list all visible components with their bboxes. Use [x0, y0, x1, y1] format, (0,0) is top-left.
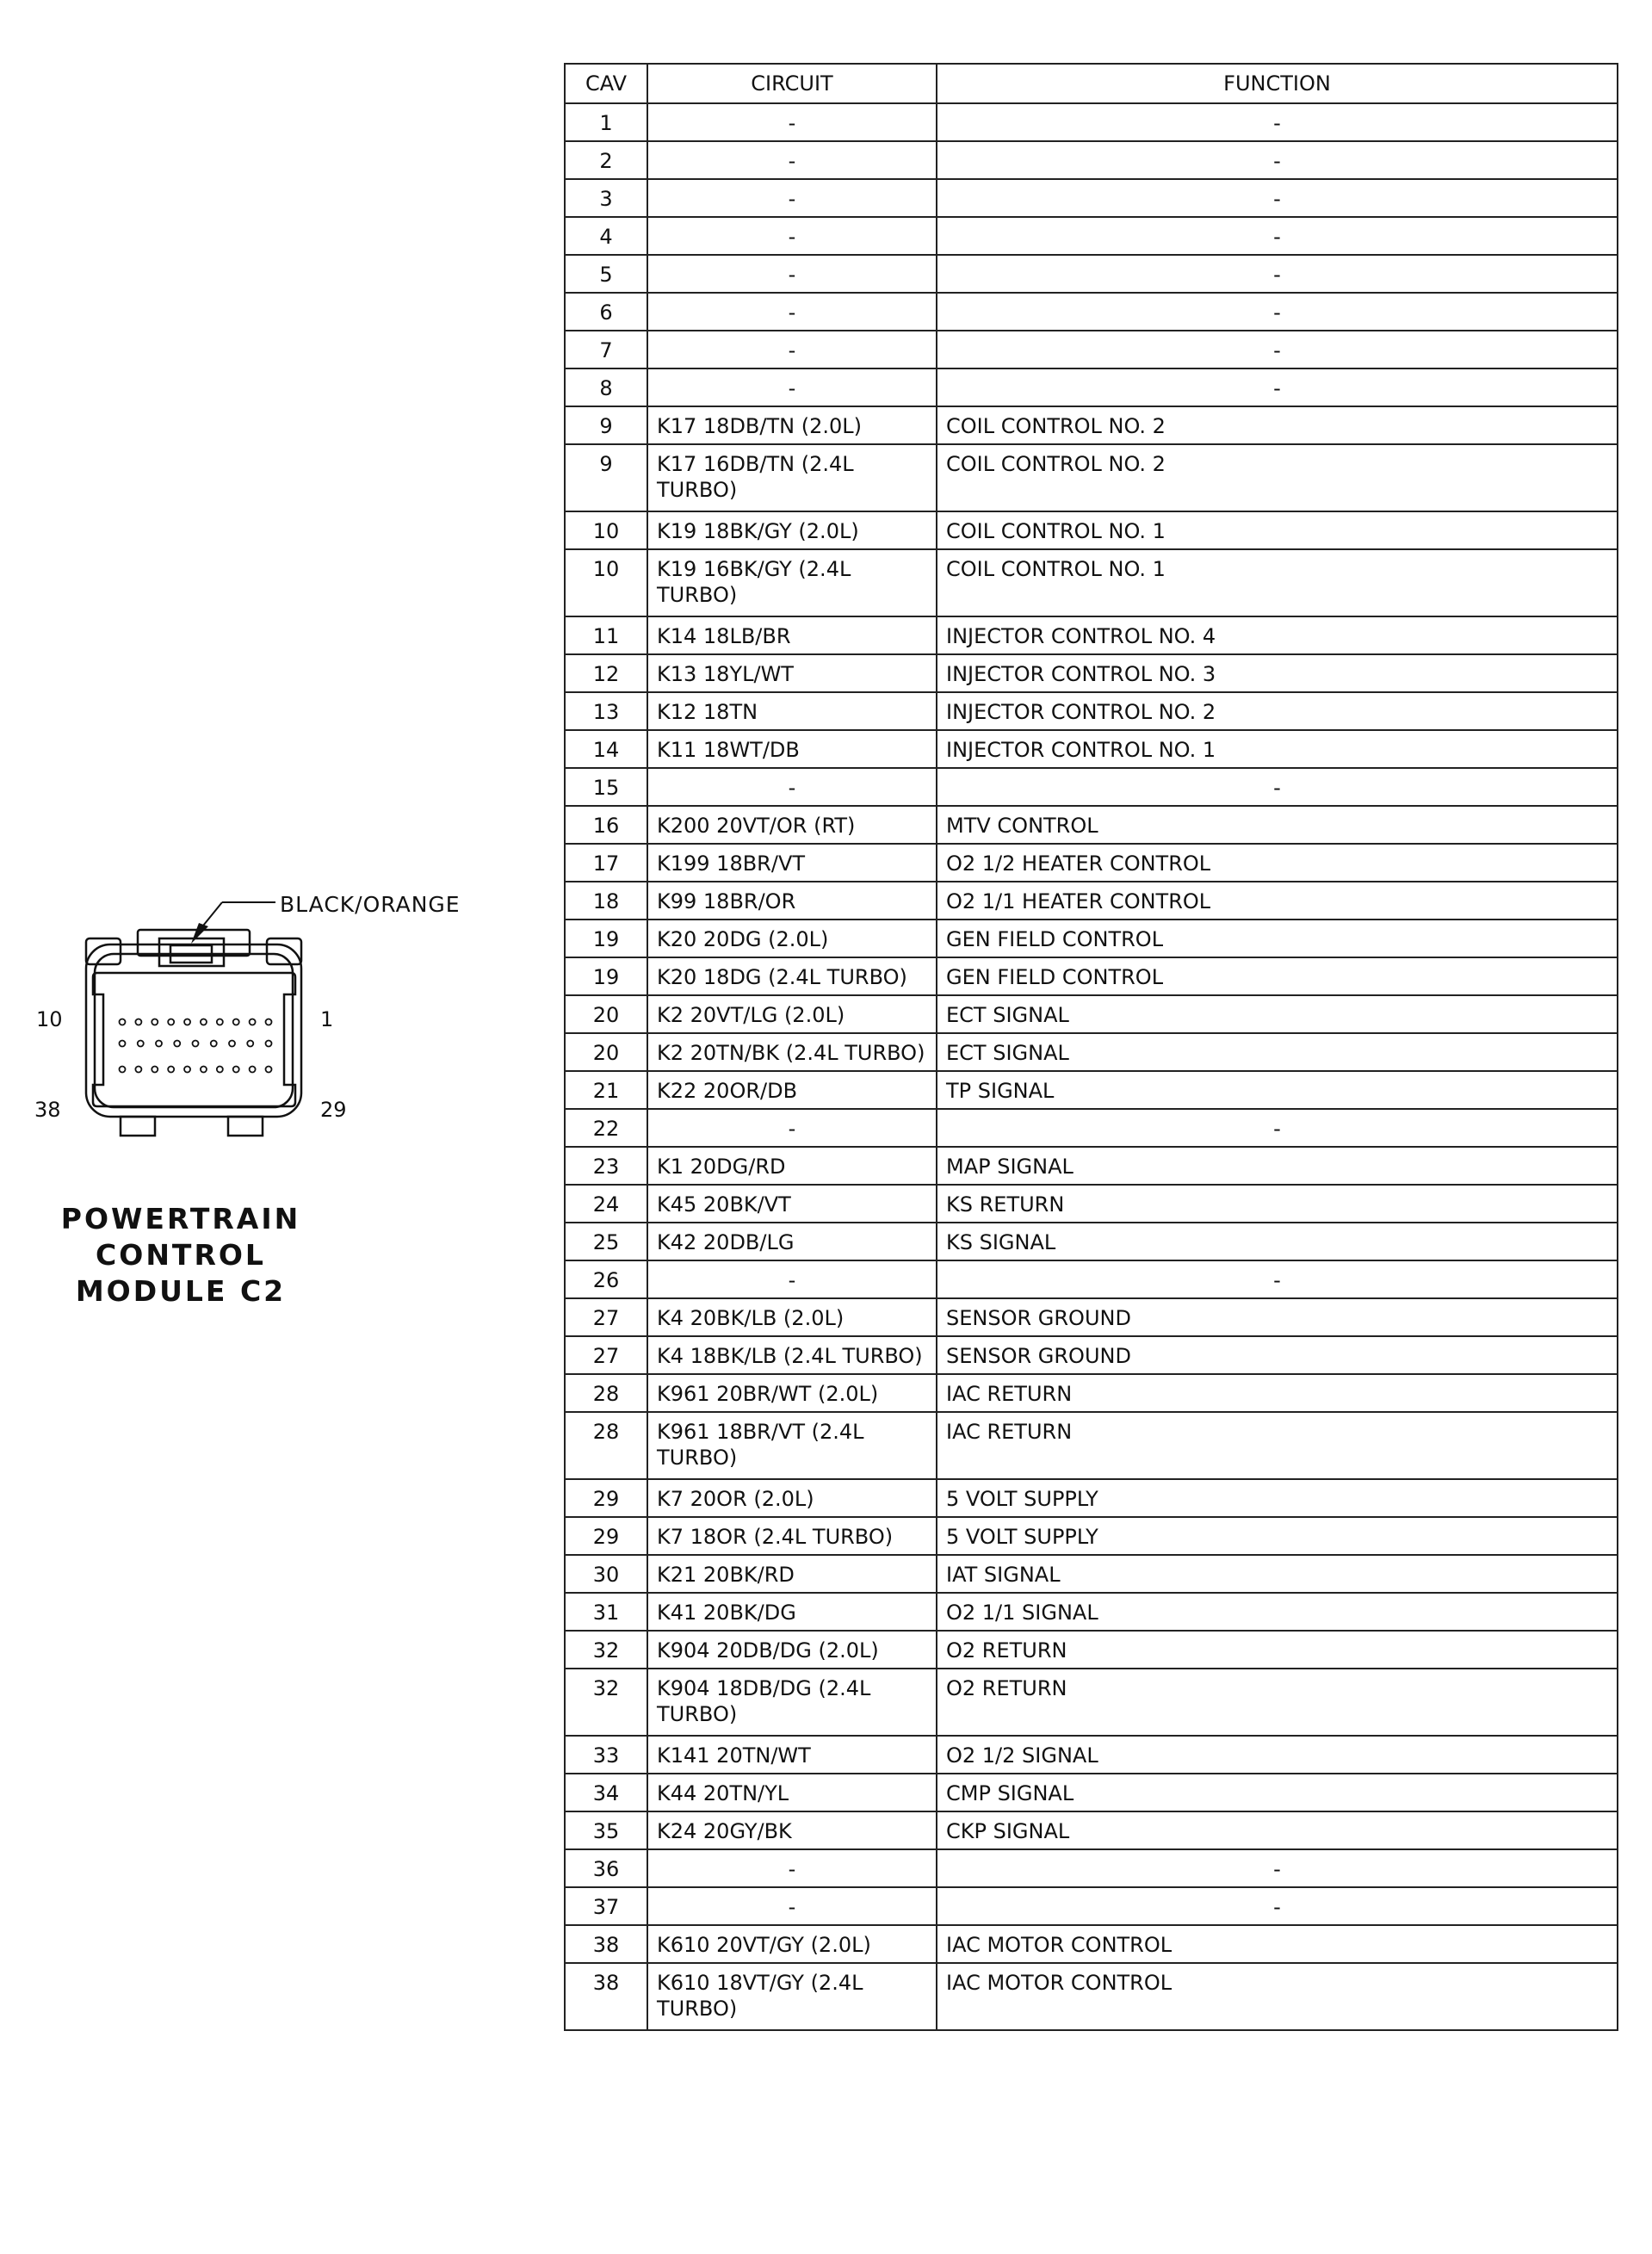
- cav-cell: 30: [565, 1555, 647, 1593]
- connector-pin: [250, 1067, 256, 1073]
- connector-pin: [247, 1041, 253, 1047]
- circuit-cell: K41 20BK/DG: [647, 1593, 937, 1631]
- circuit-cell: K904 20DB/DG (2.0L): [647, 1631, 937, 1669]
- cav-cell: 33: [565, 1736, 647, 1774]
- circuit-cell: K45 20BK/VT: [647, 1185, 937, 1223]
- connector-pin: [120, 1067, 126, 1073]
- cav-cell: 35: [565, 1811, 647, 1849]
- circuit-cell: K24 20GY/BK: [647, 1811, 937, 1849]
- function-cell: O2 RETURN: [937, 1669, 1618, 1736]
- connector-pin: [266, 1019, 272, 1025]
- function-cell: O2 1/2 SIGNAL: [937, 1736, 1618, 1774]
- connector-pin: [184, 1067, 190, 1073]
- cav-cell: 16: [565, 806, 647, 844]
- circuit-cell: K961 20BR/WT (2.0L): [647, 1374, 937, 1412]
- cav-cell: 9: [565, 406, 647, 444]
- table-row: [565, 255, 1618, 293]
- function-cell: CKP SIGNAL: [937, 1811, 1618, 1849]
- function-cell: IAC MOTOR CONTROL: [937, 1963, 1618, 2030]
- table-row: [565, 406, 1618, 444]
- function-cell: IAC RETURN: [937, 1412, 1618, 1479]
- circuit-cell: K7 18OR (2.4L TURBO): [647, 1517, 937, 1555]
- table-body: [565, 103, 1618, 2030]
- function-cell: -: [937, 293, 1618, 331]
- function-cell: -: [937, 1260, 1618, 1298]
- cav-cell: 13: [565, 692, 647, 730]
- circuit-cell: -: [647, 1260, 937, 1298]
- connector-title: [60, 1201, 301, 1310]
- connector-pin: [184, 1019, 190, 1025]
- connector-pin: [211, 1041, 217, 1047]
- circuit-cell: K13 18YL/WT: [647, 654, 937, 692]
- table-row: [565, 217, 1618, 255]
- circuit-cell: K2 20TN/BK (2.4L TURBO): [647, 1033, 937, 1071]
- table-row: [565, 1811, 1618, 1849]
- function-cell: -: [937, 217, 1618, 255]
- cav-cell: 15: [565, 768, 647, 806]
- connector-pin: [156, 1041, 162, 1047]
- cav-cell: 21: [565, 1071, 647, 1109]
- connector-pin: [135, 1019, 141, 1025]
- circuit-cell: -: [647, 331, 937, 368]
- table-row: [565, 1736, 1618, 1774]
- title-line: POWERTRAIN: [60, 1202, 301, 1235]
- function-cell: COIL CONTROL NO. 2: [937, 444, 1618, 511]
- circuit-cell: K12 18TN: [647, 692, 937, 730]
- cav-cell: 5: [565, 255, 647, 293]
- function-cell: MTV CONTROL: [937, 806, 1618, 844]
- header-function: FUNCTION: [937, 64, 1618, 103]
- table-row: [565, 141, 1618, 179]
- table-row: [565, 331, 1618, 368]
- cav-cell: 2: [565, 141, 647, 179]
- connector-pin: [168, 1019, 174, 1025]
- function-cell: O2 1/1 HEATER CONTROL: [937, 882, 1618, 920]
- circuit-cell: K19 16BK/GY (2.4L TURBO): [647, 549, 937, 616]
- function-cell: TP SIGNAL: [937, 1071, 1618, 1109]
- table-row: [565, 1260, 1618, 1298]
- function-cell: ECT SIGNAL: [937, 995, 1618, 1033]
- table-row: [565, 1071, 1618, 1109]
- connector-pin: [266, 1041, 272, 1047]
- function-cell: -: [937, 1887, 1618, 1925]
- table-row: [565, 1669, 1618, 1736]
- connector-pin: [217, 1019, 223, 1025]
- circuit-cell: K610 20VT/GY (2.0L): [647, 1925, 937, 1963]
- header-circuit: CIRCUIT: [647, 64, 937, 103]
- circuit-cell: K42 20DB/LG: [647, 1223, 937, 1260]
- cav-cell: 29: [565, 1517, 647, 1555]
- function-cell: IAC RETURN: [937, 1374, 1618, 1412]
- circuit-cell: K141 20TN/WT: [647, 1736, 937, 1774]
- table-row: [565, 444, 1618, 511]
- cav-cell: 18: [565, 882, 647, 920]
- table-row: [565, 730, 1618, 768]
- function-cell: KS SIGNAL: [937, 1223, 1618, 1260]
- function-cell: CMP SIGNAL: [937, 1774, 1618, 1811]
- function-cell: -: [937, 768, 1618, 806]
- header-cav: CAV: [565, 64, 647, 103]
- table-row: [565, 1774, 1618, 1811]
- function-cell: 5 VOLT SUPPLY: [937, 1517, 1618, 1555]
- cav-cell: 9: [565, 444, 647, 511]
- cav-cell: 27: [565, 1336, 647, 1374]
- function-cell: -: [937, 1109, 1618, 1147]
- table-row: [565, 1479, 1618, 1517]
- circuit-cell: K14 18LB/BR: [647, 616, 937, 654]
- callout-label: BLACK/ORANGE: [280, 892, 461, 917]
- table-row: [565, 1033, 1618, 1071]
- connector-pins: [120, 1019, 272, 1073]
- circuit-cell: K1 20DG/RD: [647, 1147, 937, 1185]
- table-row: [565, 1298, 1618, 1336]
- circuit-cell: -: [647, 768, 937, 806]
- circuit-cell: K904 18DB/DG (2.4L TURBO): [647, 1669, 937, 1736]
- circuit-cell: -: [647, 1887, 937, 1925]
- table-row: [565, 1555, 1618, 1593]
- connector-pin: [229, 1041, 235, 1047]
- connector-pin: [152, 1019, 158, 1025]
- table-row: [565, 368, 1618, 406]
- cav-cell: 7: [565, 331, 647, 368]
- function-cell: -: [937, 179, 1618, 217]
- circuit-cell: K4 20BK/LB (2.0L): [647, 1298, 937, 1336]
- cav-cell: 23: [565, 1147, 647, 1185]
- circuit-cell: -: [647, 1849, 937, 1887]
- table-row: [565, 1223, 1618, 1260]
- function-cell: INJECTOR CONTROL NO. 2: [937, 692, 1618, 730]
- cav-cell: 11: [565, 616, 647, 654]
- table-row: [565, 1963, 1618, 2030]
- circuit-cell: K4 18BK/LB (2.4L TURBO): [647, 1336, 937, 1374]
- cav-cell: 20: [565, 995, 647, 1033]
- cav-cell: 20: [565, 1033, 647, 1071]
- cav-cell: 32: [565, 1631, 647, 1669]
- function-cell: INJECTOR CONTROL NO. 4: [937, 616, 1618, 654]
- connector-pin: [120, 1019, 126, 1025]
- circuit-cell: K44 20TN/YL: [647, 1774, 937, 1811]
- circuit-cell: K961 18BR/VT (2.4L TURBO): [647, 1412, 937, 1479]
- cav-cell: 34: [565, 1774, 647, 1811]
- circuit-cell: K11 18WT/DB: [647, 730, 937, 768]
- circuit-cell: K20 20DG (2.0L): [647, 920, 937, 957]
- table-row: [565, 1147, 1618, 1185]
- function-cell: ECT SIGNAL: [937, 1033, 1618, 1071]
- connector-pin: [138, 1041, 144, 1047]
- table-row: [565, 1185, 1618, 1223]
- circuit-cell: -: [647, 293, 937, 331]
- connector-pin: [152, 1067, 158, 1073]
- function-cell: O2 1/1 SIGNAL: [937, 1593, 1618, 1631]
- cav-cell: 19: [565, 957, 647, 995]
- cav-cell: 32: [565, 1669, 647, 1736]
- function-cell: O2 RETURN: [937, 1631, 1618, 1669]
- cav-cell: 27: [565, 1298, 647, 1336]
- cav-cell: 10: [565, 549, 647, 616]
- cav-cell: 14: [565, 730, 647, 768]
- circuit-cell: K200 20VT/OR (RT): [647, 806, 937, 844]
- cav-cell: 4: [565, 217, 647, 255]
- table-row: [565, 1593, 1618, 1631]
- function-cell: -: [937, 331, 1618, 368]
- table-row: [565, 511, 1618, 549]
- cav-cell: 12: [565, 654, 647, 692]
- title-line: MODULE C2: [75, 1274, 287, 1308]
- table-row: [565, 768, 1618, 806]
- function-cell: MAP SIGNAL: [937, 1147, 1618, 1185]
- circuit-cell: -: [647, 1109, 937, 1147]
- cav-cell: 28: [565, 1412, 647, 1479]
- table-row: [565, 1109, 1618, 1147]
- function-cell: IAT SIGNAL: [937, 1555, 1618, 1593]
- table-row: [565, 995, 1618, 1033]
- table-row: [565, 920, 1618, 957]
- function-cell: COIL CONTROL NO. 1: [937, 549, 1618, 616]
- function-cell: -: [937, 255, 1618, 293]
- function-cell: IAC MOTOR CONTROL: [937, 1925, 1618, 1963]
- function-cell: SENSOR GROUND: [937, 1336, 1618, 1374]
- circuit-cell: K7 20OR (2.0L): [647, 1479, 937, 1517]
- function-cell: 5 VOLT SUPPLY: [937, 1479, 1618, 1517]
- circuit-cell: K20 18DG (2.4L TURBO): [647, 957, 937, 995]
- connector-pin: [233, 1019, 239, 1025]
- pin-label-38: 38: [34, 1098, 61, 1122]
- cav-cell: 31: [565, 1593, 647, 1631]
- title-line: CONTROL: [96, 1238, 266, 1272]
- circuit-cell: -: [647, 141, 937, 179]
- cav-cell: 36: [565, 1849, 647, 1887]
- function-cell: GEN FIELD CONTROL: [937, 920, 1618, 957]
- table-row: [565, 654, 1618, 692]
- connector-pin: [266, 1067, 272, 1073]
- cav-cell: 29: [565, 1479, 647, 1517]
- cav-cell: 3: [565, 179, 647, 217]
- table-row: [565, 882, 1618, 920]
- function-cell: -: [937, 103, 1618, 141]
- table-header-row: [565, 64, 1618, 103]
- table-row: [565, 844, 1618, 882]
- circuit-cell: K610 18VT/GY (2.4L TURBO): [647, 1963, 937, 2030]
- connector-pin: [233, 1067, 239, 1073]
- cav-cell: 25: [565, 1223, 647, 1260]
- circuit-cell: K17 16DB/TN (2.4L TURBO): [647, 444, 937, 511]
- connector-pin: [250, 1019, 256, 1025]
- cav-cell: 1: [565, 103, 647, 141]
- pin-label-1: 1: [320, 1007, 334, 1031]
- connector-pin: [135, 1067, 141, 1073]
- pin-label-29: 29: [320, 1098, 347, 1122]
- connector-pin: [217, 1067, 223, 1073]
- table-row: [565, 1374, 1618, 1412]
- circuit-cell: K199 18BR/VT: [647, 844, 937, 882]
- function-cell: INJECTOR CONTROL NO. 3: [937, 654, 1618, 692]
- connector-pin: [174, 1041, 180, 1047]
- table-row: [565, 1925, 1618, 1963]
- table-row: [565, 1631, 1618, 1669]
- function-cell: O2 1/2 HEATER CONTROL: [937, 844, 1618, 882]
- circuit-cell: K21 20BK/RD: [647, 1555, 937, 1593]
- function-cell: -: [937, 141, 1618, 179]
- function-cell: COIL CONTROL NO. 1: [937, 511, 1618, 549]
- circuit-cell: -: [647, 217, 937, 255]
- table-row: [565, 1517, 1618, 1555]
- circuit-cell: K99 18BR/OR: [647, 882, 937, 920]
- connector-housing: [86, 930, 301, 1136]
- table-row: [565, 1412, 1618, 1479]
- callout-arrow: [191, 923, 208, 944]
- circuit-cell: -: [647, 103, 937, 141]
- cav-cell: 22: [565, 1109, 647, 1147]
- function-cell: KS RETURN: [937, 1185, 1618, 1223]
- circuit-cell: K17 18DB/TN (2.0L): [647, 406, 937, 444]
- cav-cell: 28: [565, 1374, 647, 1412]
- table-row: [565, 616, 1618, 654]
- function-cell: -: [937, 1849, 1618, 1887]
- connector-pin: [201, 1067, 207, 1073]
- circuit-cell: -: [647, 368, 937, 406]
- table-row: [565, 103, 1618, 141]
- function-cell: INJECTOR CONTROL NO. 1: [937, 730, 1618, 768]
- table-row: [565, 1336, 1618, 1374]
- circuit-cell: -: [647, 179, 937, 217]
- pinout-table: [564, 63, 1618, 2031]
- table-row: [565, 549, 1618, 616]
- circuit-cell: K2 20VT/LG (2.0L): [647, 995, 937, 1033]
- cav-cell: 10: [565, 511, 647, 549]
- table-row: [565, 692, 1618, 730]
- cav-cell: 6: [565, 293, 647, 331]
- connector-pin: [193, 1041, 199, 1047]
- connector-pin: [120, 1041, 126, 1047]
- function-cell: GEN FIELD CONTROL: [937, 957, 1618, 995]
- connector-pin: [168, 1067, 174, 1073]
- table-row: [565, 293, 1618, 331]
- cav-cell: 8: [565, 368, 647, 406]
- cav-cell: 38: [565, 1963, 647, 2030]
- cav-cell: 19: [565, 920, 647, 957]
- cav-cell: 37: [565, 1887, 647, 1925]
- pin-label-10: 10: [36, 1007, 63, 1031]
- connector-pin: [201, 1019, 207, 1025]
- cav-cell: 26: [565, 1260, 647, 1298]
- cav-cell: 17: [565, 844, 647, 882]
- table-row: [565, 179, 1618, 217]
- function-cell: -: [937, 368, 1618, 406]
- cav-cell: 24: [565, 1185, 647, 1223]
- table-row: [565, 806, 1618, 844]
- circuit-cell: -: [647, 255, 937, 293]
- table-row: [565, 1887, 1618, 1925]
- circuit-cell: K22 20OR/DB: [647, 1071, 937, 1109]
- table-row: [565, 1849, 1618, 1887]
- function-cell: SENSOR GROUND: [937, 1298, 1618, 1336]
- function-cell: COIL CONTROL NO. 2: [937, 406, 1618, 444]
- circuit-cell: K19 18BK/GY (2.0L): [647, 511, 937, 549]
- pinout-table-container: [564, 63, 1617, 2031]
- table-row: [565, 957, 1618, 995]
- cav-cell: 38: [565, 1925, 647, 1963]
